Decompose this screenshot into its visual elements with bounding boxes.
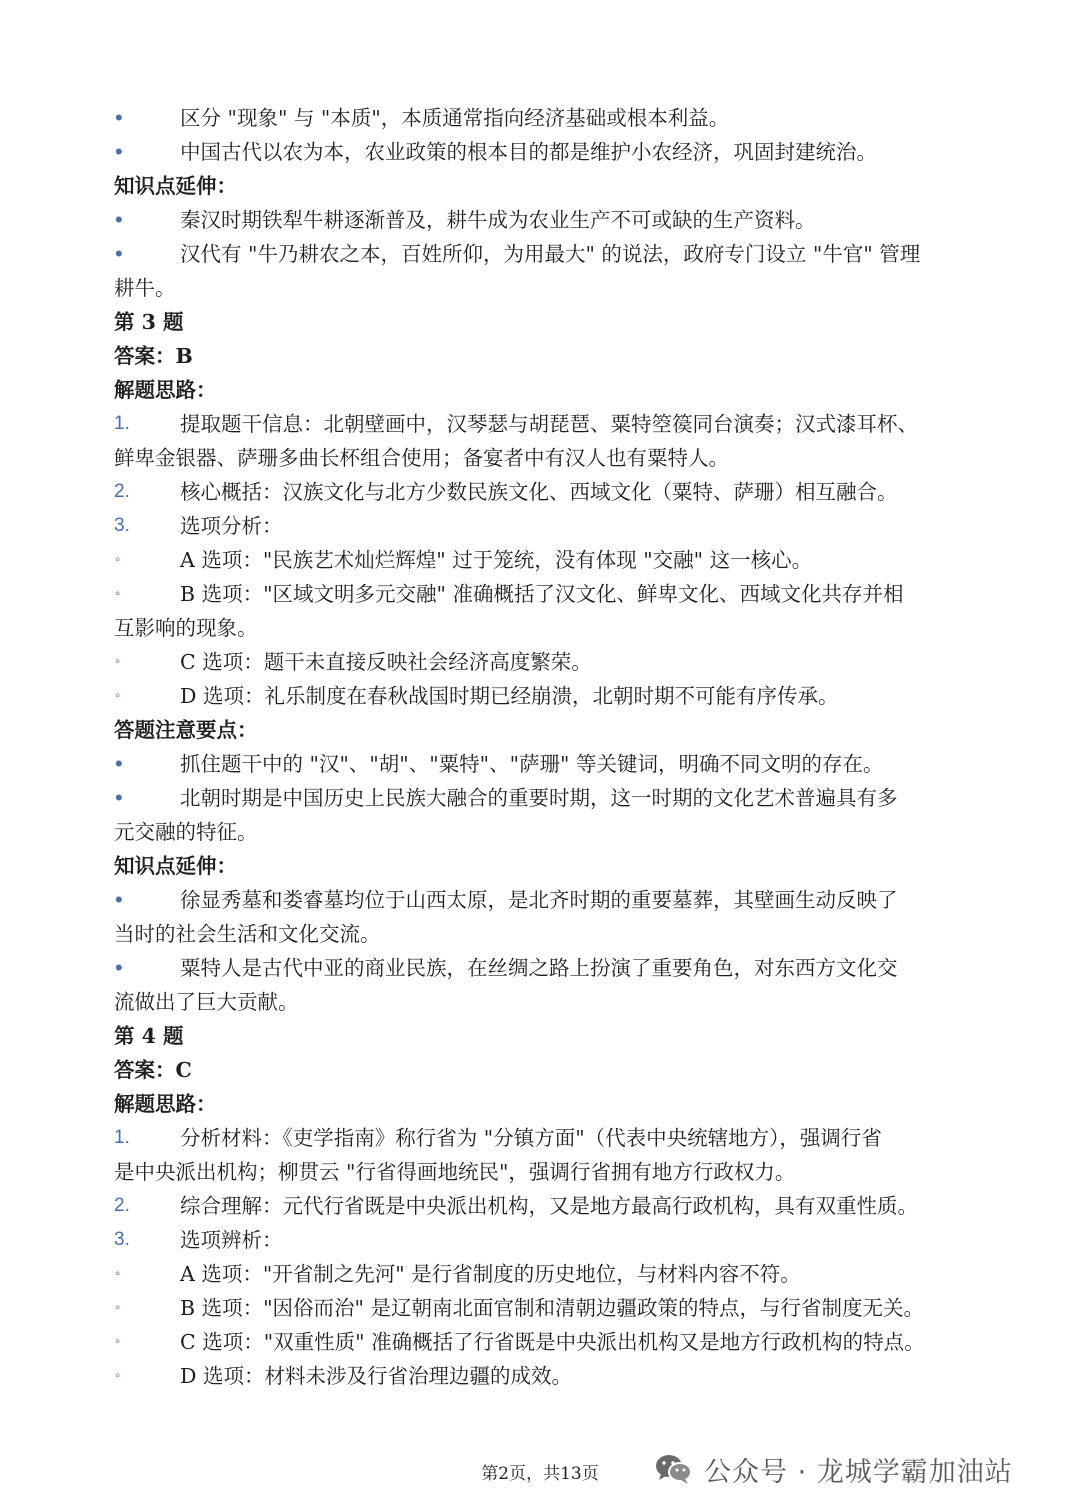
section-heading (114, 169, 964, 203)
line-text: 核心概括：汉族文化与北方少数民族文化、西域文化（粟特、萨珊）相互融合。 (180, 480, 898, 504)
list-item (114, 1325, 964, 1359)
list-item (114, 509, 964, 543)
line-text: 粟特人是古代中亚的商业民族，在丝绸之路上扮演了重要角色，对东西方文化交 (180, 956, 898, 980)
list-item (114, 679, 964, 713)
line-text: C 选项："双重性质" 准确概括了行省既是中央派出机构又是地方行政机构的特点。 (180, 1330, 925, 1354)
line-text: D 选项：礼乐制度在春秋战国时期已经崩溃，北朝时期不可能有序传承。 (180, 684, 839, 708)
list-number: 1. (114, 1127, 130, 1148)
list-number: 2. (114, 1195, 130, 1216)
section-heading (114, 1019, 964, 1053)
continuation-line (114, 815, 964, 849)
line-text: 提取题干信息：北朝壁画中，汉琴瑟与胡琵琶、粟特箜篌同台演奏；汉式漆耳杯、 (180, 412, 918, 436)
sub-bullet-icon: ◦ (115, 551, 121, 568)
list-item (114, 883, 964, 917)
line-text: 区分 "现象" 与 "本质"，本质通常指向经济基础或根本利益。 (180, 106, 730, 130)
line-text: 答案：C (114, 1058, 192, 1082)
bullet-icon: • (115, 887, 123, 912)
continuation-line (114, 271, 964, 305)
continuation-line (114, 917, 964, 951)
line-text: A 选项："民族艺术灿烂辉煌" 过于笼统，没有体现 "交融" 这一核心。 (180, 548, 813, 572)
bullet-icon: • (115, 955, 123, 980)
section-heading (114, 849, 964, 883)
watermark (654, 1448, 1013, 1490)
line-text: 北朝时期是中国历史上民族大融合的重要时期，这一时期的文化艺术普遍具有多 (180, 786, 898, 810)
list-item (114, 747, 964, 781)
line-text: 汉代有 "牛乃耕农之本，百姓所仰，为用最大" 的说法，政府专门设立 "牛官" 管理 (180, 242, 921, 266)
line-text: 耕牛。 (114, 276, 176, 300)
list-item (114, 203, 964, 237)
list-item (114, 1359, 964, 1393)
bullet-icon: • (115, 241, 123, 266)
line-text: 答题注意要点： (114, 718, 258, 742)
list-number: 3. (114, 515, 130, 536)
sub-bullet-icon: ◦ (115, 653, 121, 670)
list-number: 3. (114, 1229, 130, 1250)
list-item (114, 1121, 964, 1155)
continuation-line (114, 441, 964, 475)
line-text: 秦汉时期铁犁牛耕逐渐普及，耕牛成为农业生产不可或缺的生产资料。 (180, 208, 816, 232)
line-text: 中国古代以农为本，农业政策的根本目的都是维护小农经济，巩固封建统治。 (180, 140, 877, 164)
line-text: 答案：B (114, 344, 193, 368)
sub-bullet-icon: ◦ (115, 1265, 121, 1282)
list-item (114, 237, 964, 271)
list-item (114, 1223, 964, 1257)
list-number: 2. (114, 481, 130, 502)
section-heading (114, 713, 964, 747)
list-item (114, 1291, 964, 1325)
page-footer: 第2页，共13页 (481, 1464, 599, 1484)
line-text: D 选项：材料未涉及行省治理边疆的成效。 (180, 1364, 572, 1388)
list-item (114, 407, 964, 441)
line-text: 流做出了巨大贡献。 (114, 990, 299, 1014)
line-text: 抓住题干中的 "汉"、"胡"、"粟特"、"萨珊" 等关键词，明确不同文明的存在。 (180, 752, 884, 776)
line-text: 元交融的特征。 (114, 820, 258, 844)
line-text: B 选项："因俗而治" 是辽朝南北面官制和清朝边疆政策的特点，与行省制度无关。 (180, 1296, 924, 1320)
list-item (114, 135, 964, 169)
list-item (114, 645, 964, 679)
line-text: C 选项：题干未直接反映社会经济高度繁荣。 (180, 650, 592, 674)
list-item (114, 475, 964, 509)
sub-bullet-icon: ◦ (115, 687, 121, 704)
line-text: 当时的社会生活和文化交流。 (114, 922, 381, 946)
line-text: 鲜卑金银器、萨珊多曲长杯组合使用；备宴者中有汉人也有粟特人。 (114, 446, 729, 470)
section-heading (114, 305, 964, 339)
list-item (114, 101, 964, 135)
document-body (114, 101, 964, 1393)
continuation-line (114, 611, 964, 645)
line-text: 选项辨析： (180, 1228, 283, 1252)
list-item (114, 1189, 964, 1223)
list-item (114, 577, 964, 611)
line-text: 解题思路： (114, 1092, 217, 1116)
line-text: 第 4 题 (114, 1024, 184, 1048)
line-text: 是中央派出机构；柳贯云 "行省得画地统民"，强调行省拥有地方行政权力。 (114, 1160, 796, 1184)
line-text: 选项分析： (180, 514, 283, 538)
continuation-line (114, 985, 964, 1019)
watermark-text: 公众号 · 龙城学霸加油站 (704, 1456, 1013, 1488)
line-text: 知识点延伸： (114, 174, 237, 198)
list-number: 1. (114, 413, 130, 434)
list-item (114, 951, 964, 985)
line-text: 解题思路： (114, 378, 217, 402)
line-text: 徐显秀墓和娄睿墓均位于山西太原，是北齐时期的重要墓葬，其壁画生动反映了 (180, 888, 898, 912)
sub-bullet-icon: ◦ (115, 1299, 121, 1316)
section-heading (114, 339, 964, 373)
section-heading (114, 1053, 964, 1087)
bullet-icon: • (115, 751, 123, 776)
line-text: 第 3 题 (114, 310, 184, 334)
sub-bullet-icon: ◦ (115, 585, 121, 602)
section-heading (114, 1087, 964, 1121)
sub-bullet-icon: ◦ (115, 1367, 121, 1384)
list-item (114, 781, 964, 815)
bullet-icon: • (115, 207, 123, 232)
continuation-line (114, 1155, 964, 1189)
bullet-icon: • (115, 785, 123, 810)
bullet-icon: • (115, 139, 123, 164)
line-text: 知识点延伸： (114, 854, 237, 878)
line-text: A 选项："开省制之先河" 是行省制度的历史地位，与材料内容不符。 (180, 1262, 801, 1286)
list-item (114, 543, 964, 577)
line-text: 互影响的现象。 (114, 616, 258, 640)
section-heading (114, 373, 964, 407)
sub-bullet-icon: ◦ (115, 1333, 121, 1350)
bullet-icon: • (115, 105, 123, 130)
line-text: 分析材料：《吏学指南》称行省为 "分镇方面"（代表中央统辖地方），强调行省 (180, 1126, 882, 1150)
wechat-icon (654, 1452, 694, 1486)
line-text: B 选项："区域文明多元交融" 准确概括了汉文化、鲜卑文化、西域文化共存并相 (180, 582, 904, 606)
list-item (114, 1257, 964, 1291)
line-text: 综合理解：元代行省既是中央派出机构，又是地方最高行政机构，具有双重性质。 (180, 1194, 918, 1218)
